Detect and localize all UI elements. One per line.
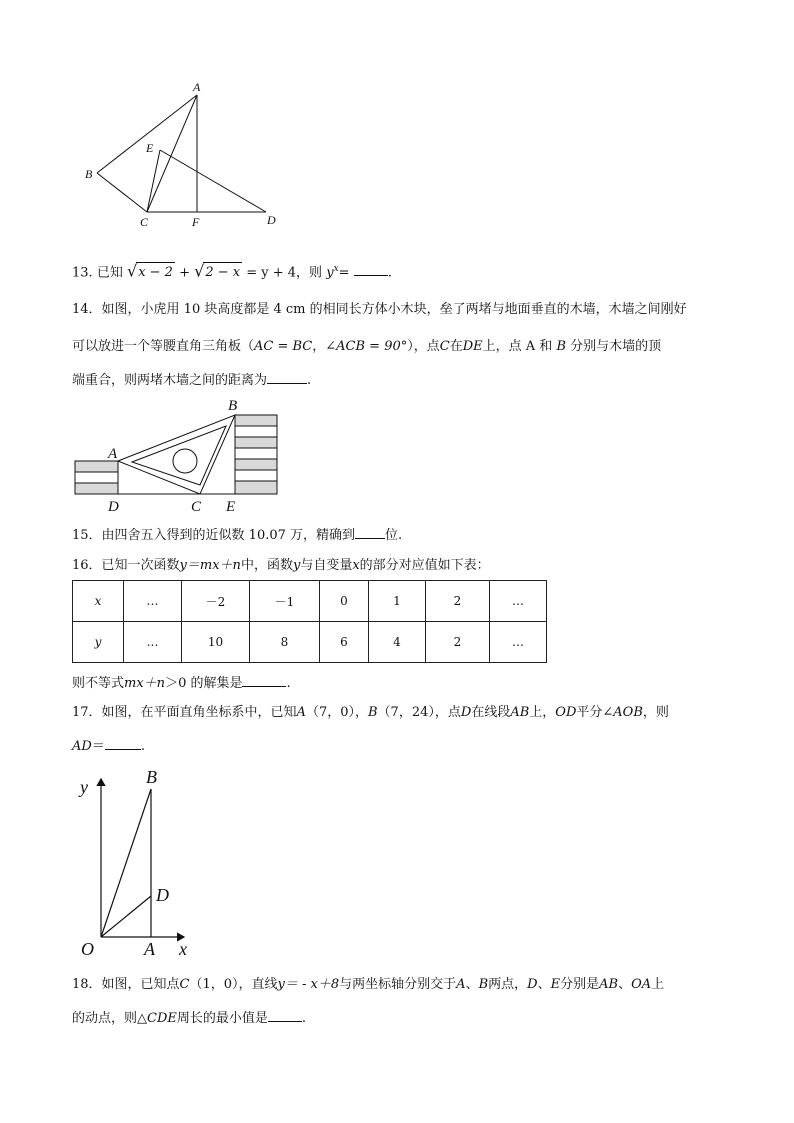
text: 、 [465,977,479,992]
period: . [387,265,392,281]
table-cell: y [73,622,124,663]
text: ＝ [91,739,105,754]
text: 15．由四舍五入得到的近似数 10.07 万，精确到 [72,528,356,543]
label-x-axis: x [179,939,187,959]
text: 17．如图，在平面直角坐标系中，已知 [72,705,297,720]
right-block-3 [235,437,277,448]
base-y: y [326,265,334,281]
text: 的动点，则△ [72,1011,147,1026]
label-o: O [81,939,94,959]
table-cell: －1 [250,581,320,622]
text: ， [312,339,326,354]
text: 则不等式 [72,676,125,691]
table-cell: 10 [182,622,250,663]
label-c: C [191,499,202,515]
label-b: B [146,767,157,787]
text: 周长的最小值是 [176,1011,268,1026]
math-line: y＝ - x＋8 [277,977,340,992]
question-17-line-2 [72,735,145,757]
math-e: E [550,977,561,992]
table-cell: 1 [369,581,426,622]
question-18-line-2 [72,1007,306,1029]
table-cell: 0 [320,581,369,622]
label-d: D [267,213,276,227]
label-b: B [85,167,93,181]
text: 在线段 [471,705,511,720]
text: （7，24），点 [377,705,461,720]
text: 上 [651,977,665,992]
period: . [301,1011,307,1026]
math-ineq: mx＋n [124,676,166,691]
answer-blank[interactable] [267,369,307,384]
label-b: B [228,398,238,414]
figure-q17 [72,765,202,965]
segment-ec [147,150,160,212]
answer-blank[interactable] [354,261,388,276]
math-c: C [439,339,450,354]
period: . [307,373,312,388]
text: ），点 [407,339,440,354]
math-a: A [296,705,306,720]
text: 与两坐标轴分别交于 [339,977,457,992]
text: 分别与木墙的顶 [566,339,662,354]
right-block-6 [235,470,277,481]
text: 中，函数 [240,558,293,573]
math-oa: OA [631,977,652,992]
period: . [286,676,291,691]
math-c: C [179,977,190,992]
question-16-answer [72,672,291,694]
equals-sign: = [338,265,350,281]
text: 平分 [576,705,603,720]
math-d: D [527,977,538,992]
segment-ed [160,150,266,212]
text: 、 [618,977,632,992]
label-f: F [192,215,200,229]
math-b: B [478,977,489,992]
text: 16．已知一次函数 [72,558,180,573]
question-17-line-1 [72,703,669,723]
figure-q12 [80,78,290,230]
sqrt-sign: √ [194,261,205,281]
text: ，则 [642,705,669,720]
equation-rest: = y + 4，则 [246,265,323,281]
text: ＞0 的解集是 [165,676,243,691]
math-d: D [460,705,472,720]
answer-blank[interactable] [242,672,286,687]
question-14-line-3 [72,369,311,391]
label-d: D [108,499,119,515]
text: 上，点 A 和 [482,339,557,354]
math-angle: ∠ACB = 90° [325,339,408,354]
answer-blank[interactable] [268,1007,302,1022]
question-15 [72,524,402,546]
text: 可以放进一个等腰直角三角板（ [72,339,255,354]
text: 上， [529,705,556,720]
math-x: x [352,558,360,573]
text: 的部分对应值如下表： [359,558,490,573]
question-text: 已知 [96,265,123,281]
question-18-line-1 [72,975,664,995]
math-cde: CDE [147,1011,177,1026]
right-block-5 [235,459,277,470]
radicand-2: 2 − x [203,262,242,283]
text: 端重合，则两堵木墙之间的距离为 [72,373,268,388]
sqrt-sign: √ [126,261,138,281]
table-row [73,581,547,622]
value-table [72,580,547,663]
left-block-3 [75,483,118,494]
set-square-hole [173,449,197,473]
plus-sign: + [179,265,190,281]
segment-ob [101,789,151,937]
table-cell: 4 [369,622,426,663]
table-cell: 6 [320,622,369,663]
text: 分别是 [560,977,600,992]
table-cell: －2 [182,581,250,622]
math-y: y [292,558,301,573]
segment-ba [97,95,197,173]
question-16 [72,556,490,576]
text: 18．如图，已知点 [72,977,180,992]
math-a: A [456,977,466,992]
math-ac-bc: AC = BC [254,339,313,354]
left-block-2 [75,472,118,483]
segment-ac [147,95,197,212]
math-ab: AB [510,705,530,720]
math-func: y＝mx＋n [179,558,241,573]
question-14-line-1: 14．如图，小虎用 10 块高度都是 4 cm 的相同长方体小木块，垒了两堵与地面垂直的木墙，木墙之间刚好 [72,302,687,317]
math-od: OD [555,705,577,720]
label-a: A [193,80,201,94]
table-cell: x [73,581,124,622]
figure-q14 [70,395,285,515]
math-b: B [556,339,567,354]
text: （7，0）， [305,705,368,720]
text: 、 [537,977,551,992]
table-cell: 8 [250,622,320,663]
text: 两点， [488,977,528,992]
text: 在 [449,339,463,354]
table-cell: … [124,581,182,622]
left-block-1 [75,461,118,472]
question-number: 13. [72,265,93,281]
table-row [73,622,547,663]
segment-bc [97,173,147,212]
math-ab: AB [599,977,619,992]
math-de: DE [462,339,483,354]
table-cell: … [490,622,547,663]
answer-blank[interactable] [105,735,141,750]
label-y-axis: y [80,777,88,797]
math-b: B [367,705,378,720]
radicand-1: x − 2 [136,262,175,283]
right-block-7 [235,481,277,494]
label-e: E [226,499,236,515]
question-13 [72,259,392,283]
table-cell: 2 [426,622,490,663]
label-a: A [144,939,155,959]
label-c: C [140,215,149,229]
right-block-1 [235,415,277,426]
math-ad: AD [72,739,92,754]
text: （1，0），直线 [189,977,278,992]
math-angle: ∠AOB [602,705,643,720]
right-block-2 [235,426,277,437]
table-cell: 2 [426,581,490,622]
question-14-line-2 [72,337,661,357]
period: . [140,739,145,754]
right-block-4 [235,448,277,459]
label-d: D [156,885,169,905]
text: 与自变量 [300,558,353,573]
exponent-x: x [333,264,339,274]
label-e: E [146,141,154,155]
table-cell: … [124,622,182,663]
answer-blank[interactable] [355,524,385,539]
table-cell: … [490,581,547,622]
label-a: A [108,446,118,462]
text: 位. [385,528,403,543]
